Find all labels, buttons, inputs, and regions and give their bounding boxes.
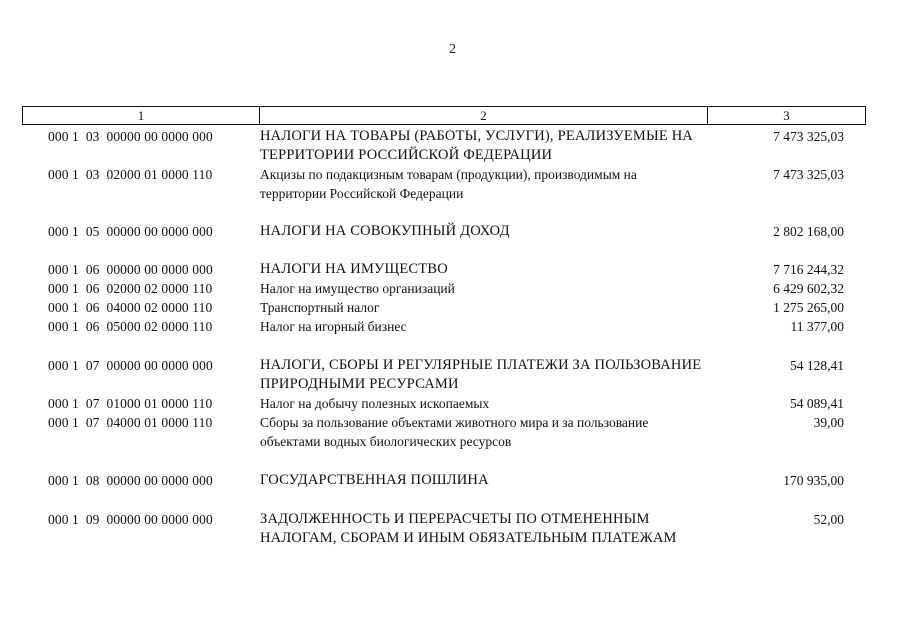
revenue-amount: 7 473 325,03 (773, 167, 844, 182)
revenue-amount: 52,00 (813, 512, 844, 527)
budget-code: 000 1 06 02000 02 0000 110 (48, 281, 213, 296)
table-row (22, 279, 866, 298)
revenue-amount: 54 128,41 (790, 358, 844, 373)
revenue-amount: 2 802 168,00 (773, 224, 844, 239)
revenue-name: НАЛОГИ НА СОВОКУПНЫЙ ДОХОД (260, 223, 510, 239)
revenue-amount: 170 935,00 (783, 473, 844, 488)
column-header-2: 2 (260, 107, 708, 124)
revenue-name: ГОСУДАРСТВЕННАЯ ПОШЛИНА (260, 472, 489, 488)
revenue-name: Транспортный налог (260, 300, 380, 315)
table-row (22, 510, 866, 548)
table-row (22, 127, 866, 165)
budget-code: 000 1 03 02000 01 0000 110 (48, 167, 213, 182)
revenue-name: НАЛОГИ, СБОРЫ И РЕГУЛЯРНЫЕ ПЛАТЕЖИ ЗА ПОЛЬЗОВАНИЕ ПРИРОДНЫМИ РЕСУРСАМИ (260, 357, 702, 392)
page-number: 2 (449, 42, 456, 57)
table-row (22, 471, 866, 490)
revenue-amount: 7 473 325,03 (773, 129, 844, 144)
revenue-amount: 39,00 (813, 415, 844, 430)
revenue-name: Налог на имущество организаций (260, 281, 455, 296)
column-header-1: 1 (23, 107, 260, 124)
revenue-name: Налог на добычу полезных ископаемых (260, 396, 490, 411)
revenue-amount: 7 716 244,32 (773, 262, 844, 277)
budget-code: 000 1 09 00000 00 0000 000 (48, 512, 213, 527)
table-row (22, 222, 866, 241)
revenue-table (22, 106, 866, 546)
revenue-amount: 54 089,41 (790, 396, 844, 411)
revenue-name: Акцизы по подакцизным товарам (продукции), производимым на территории Российской Федерации (260, 167, 637, 201)
budget-code: 000 1 07 01000 01 0000 110 (48, 396, 213, 411)
revenue-name: Налог на игорный бизнес (260, 319, 407, 334)
table-row (22, 165, 866, 203)
budget-code: 000 1 03 00000 00 0000 000 (48, 129, 213, 144)
revenue-name: ЗАДОЛЖЕННОСТЬ И ПЕРЕРАСЧЕТЫ ПО ОТМЕНЕННЫМ НАЛОГАМ, СБОРАМ И ИНЫМ ОБЯЗАТЕЛЬНЫМ ПЛАТЕЖАМ (260, 511, 677, 546)
table-row (22, 317, 866, 336)
table-row (22, 260, 866, 279)
revenue-name: НАЛОГИ НА ИМУЩЕСТВО (260, 261, 448, 277)
budget-code: 000 1 07 00000 00 0000 000 (48, 358, 213, 373)
budget-code: 000 1 07 04000 01 0000 110 (48, 415, 213, 430)
table-row (22, 298, 866, 317)
revenue-amount: 11 377,00 (790, 319, 844, 334)
table-row (22, 394, 866, 413)
revenue-amount: 1 275 265,00 (773, 300, 844, 315)
table-header (22, 106, 866, 125)
budget-code: 000 1 08 00000 00 0000 000 (48, 473, 213, 488)
budget-code: 000 1 06 04000 02 0000 110 (48, 300, 213, 315)
table-row (22, 356, 866, 394)
budget-code: 000 1 06 05000 02 0000 110 (48, 319, 213, 334)
budget-code: 000 1 06 00000 00 0000 000 (48, 262, 213, 277)
revenue-amount: 6 429 602,32 (773, 281, 844, 296)
table-row (22, 413, 866, 451)
budget-code: 000 1 05 00000 00 0000 000 (48, 224, 213, 239)
column-header-3: 3 (783, 108, 790, 123)
revenue-name: НАЛОГИ НА ТОВАРЫ (РАБОТЫ, УСЛУГИ), РЕАЛИЗУЕМЫЕ НА ТЕРРИТОРИИ РОССИЙСКОЙ ФЕДЕРАЦИИ (260, 128, 694, 163)
revenue-name: Сборы за пользование объектами животного мира и за пользование объектами водных биологических ресурсов (260, 415, 649, 449)
